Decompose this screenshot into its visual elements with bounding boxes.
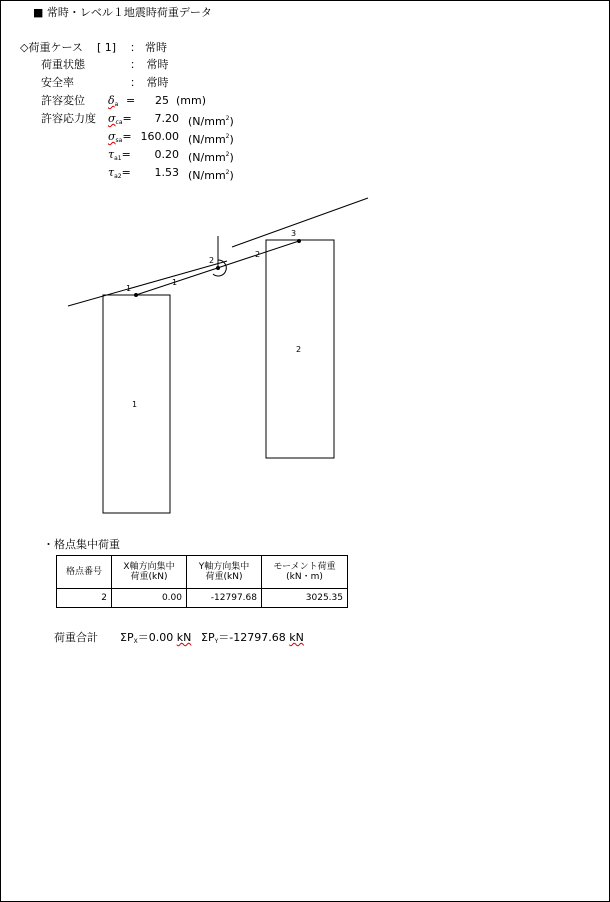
stress-sa-symbol: $\sigma_{sa}=$ (108, 130, 132, 144)
node-label-3: 3 (291, 229, 297, 238)
shear-a2-value: 1.53 (154, 166, 179, 179)
allow-disp-value: 25 (155, 94, 169, 107)
stress-sa-value: 160.00 (140, 130, 179, 143)
node-label-1: 1 (126, 284, 132, 293)
load-state-value: ： 常時 (130, 58, 169, 71)
col-header-node: 格点番号 (57, 556, 112, 589)
total-px: $\Sigma P_X=0.00$ kN (120, 631, 192, 645)
allow-disp-unit: (mm) (176, 94, 207, 107)
allow-disp-symbol: $\delta_a$ (108, 94, 119, 108)
cell-node: 2 (57, 589, 112, 608)
node-1-point (134, 293, 138, 297)
allow-disp-label: 許容変位 (41, 94, 85, 107)
allow-stress-label: 許容応力度 (41, 112, 96, 125)
safety-factor-value: ： 常時 (130, 76, 169, 89)
shear-a1-unit: $(N/mm^2)$ (188, 151, 234, 164)
member-label-2: 2 (255, 250, 261, 259)
shear-a1-symbol: $\tau_{a1}=$ (108, 148, 131, 162)
col-header-x-load: X軸方向集中 荷重(kN) (112, 556, 187, 589)
nodal-load-title: ・格点集中荷重 (43, 538, 120, 551)
stress-ca-unit: $(N/mm^2)$ (188, 115, 234, 128)
shear-a2-symbol: $\tau_{a2}=$ (108, 166, 131, 180)
load-state-label: 荷重状態 (41, 58, 85, 71)
cell-x-load: 0.00 (112, 589, 187, 608)
table-row (57, 589, 348, 608)
allow-disp-eq: = (126, 94, 136, 107)
shear-a1-value: 0.20 (154, 148, 179, 161)
table-header-row (57, 556, 348, 589)
col-header-y-load: Y軸方向集中 荷重(kN) (187, 556, 262, 589)
load-case-name: 常時 (145, 41, 167, 54)
pier-label-1: 1 (132, 400, 138, 409)
load-case-colon: ： (130, 41, 141, 54)
load-case-number: [ 1] (97, 41, 117, 54)
shear-a2-unit: $(N/mm^2)$ (188, 169, 234, 182)
load-case-label: ◇荷重ケース (20, 41, 83, 54)
stress-sa-unit: $(N/mm^2)$ (188, 133, 234, 146)
pier-label-2: 2 (296, 345, 302, 354)
nodal-load-table (56, 555, 348, 608)
document-heading: ■ 常時・レベル１地震時荷重データ (33, 6, 212, 19)
stress-ca-value: 7.20 (154, 112, 179, 125)
col-header-moment: モーメント荷重 (kN・m) (262, 556, 348, 589)
total-label: 荷重合計 (54, 631, 98, 644)
total-py: $\Sigma P_Y=-12797.68$ kN (201, 631, 304, 645)
stress-ca-symbol: $\sigma_{ca}=$ (108, 112, 132, 126)
node-3-point (297, 239, 301, 243)
node-2-point (216, 266, 220, 270)
cell-moment: 3025.35 (262, 589, 348, 608)
member-label-1: 1 (172, 278, 178, 287)
deck-line-left (68, 261, 227, 306)
safety-factor-label: 安全率 (41, 76, 74, 89)
cell-y-load: -12797.68 (187, 589, 262, 608)
node-label-2: 2 (209, 256, 215, 265)
